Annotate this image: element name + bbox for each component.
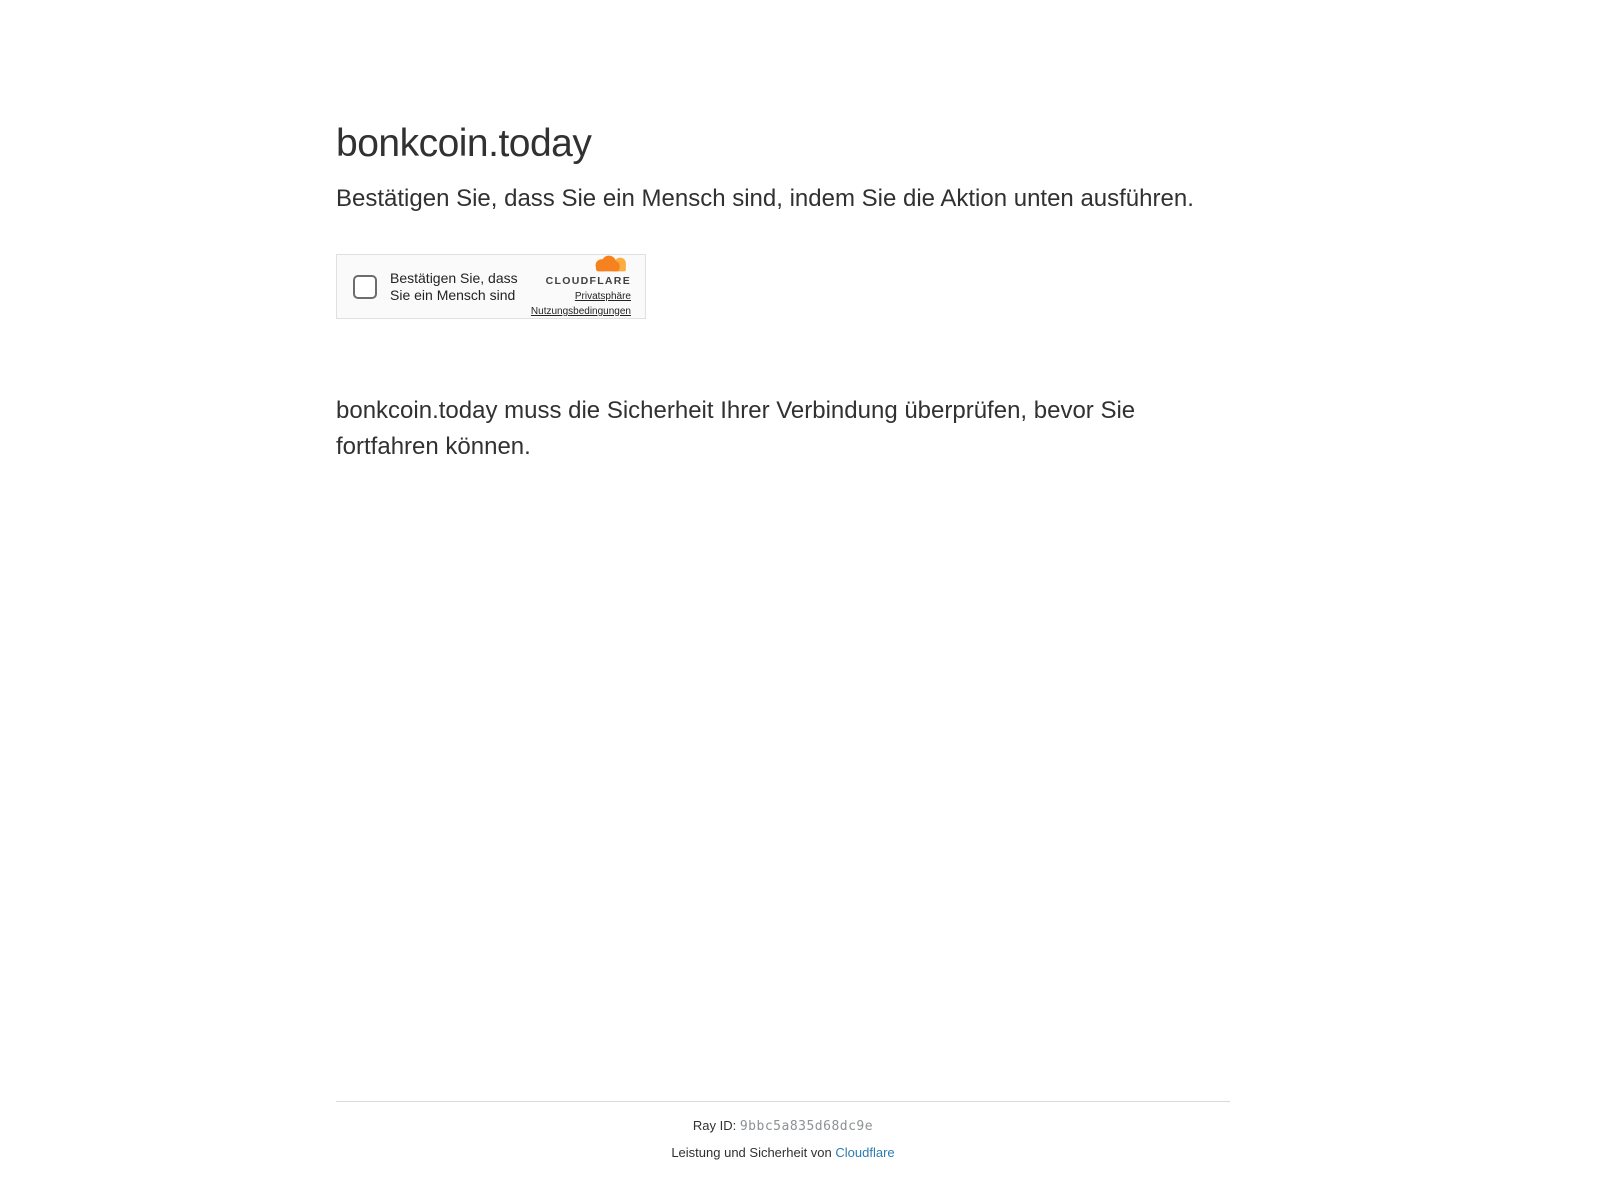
privacy-link[interactable]: Privatsphäre: [574, 291, 631, 303]
page-footer: [336, 1101, 1230, 1200]
cloudflare-link[interactable]: Cloudflare: [835, 1145, 895, 1160]
terms-link[interactable]: Nutzungsbedingungen: [530, 305, 631, 317]
cloudflare-wordmark: CLOUDFLARE: [545, 274, 631, 287]
powered-by-text: Leistung und Sicherheit von: [671, 1145, 832, 1160]
cloudflare-branding: [531, 254, 631, 320]
verification-message: bonkcoin.today muss die Sicherheit Ihrer Verbindung überprüfen, bevor Sie fortfahren können.: [336, 397, 1136, 460]
page-title: bonkcoin.today: [336, 122, 592, 165]
checkbox-group: [353, 270, 530, 303]
ray-id-value: 9bbc5a835d68dc9e: [739, 1119, 874, 1134]
widget-links: [531, 290, 631, 319]
ray-id-line: [336, 1118, 1230, 1134]
ray-id-label: Ray ID:: [692, 1118, 737, 1133]
cloudflare-cloud-icon: [592, 254, 629, 275]
challenge-subtitle: Bestätigen Sie, dass Sie ein Mensch sind, indem Sie die Aktion unten ausführen.: [336, 184, 1194, 212]
powered-by-line: [336, 1145, 1230, 1160]
turnstile-widget: [336, 254, 646, 319]
human-verify-checkbox[interactable]: [353, 275, 377, 299]
checkbox-label: Bestätigen Sie, dass Sie ein Mensch sind: [390, 270, 518, 303]
